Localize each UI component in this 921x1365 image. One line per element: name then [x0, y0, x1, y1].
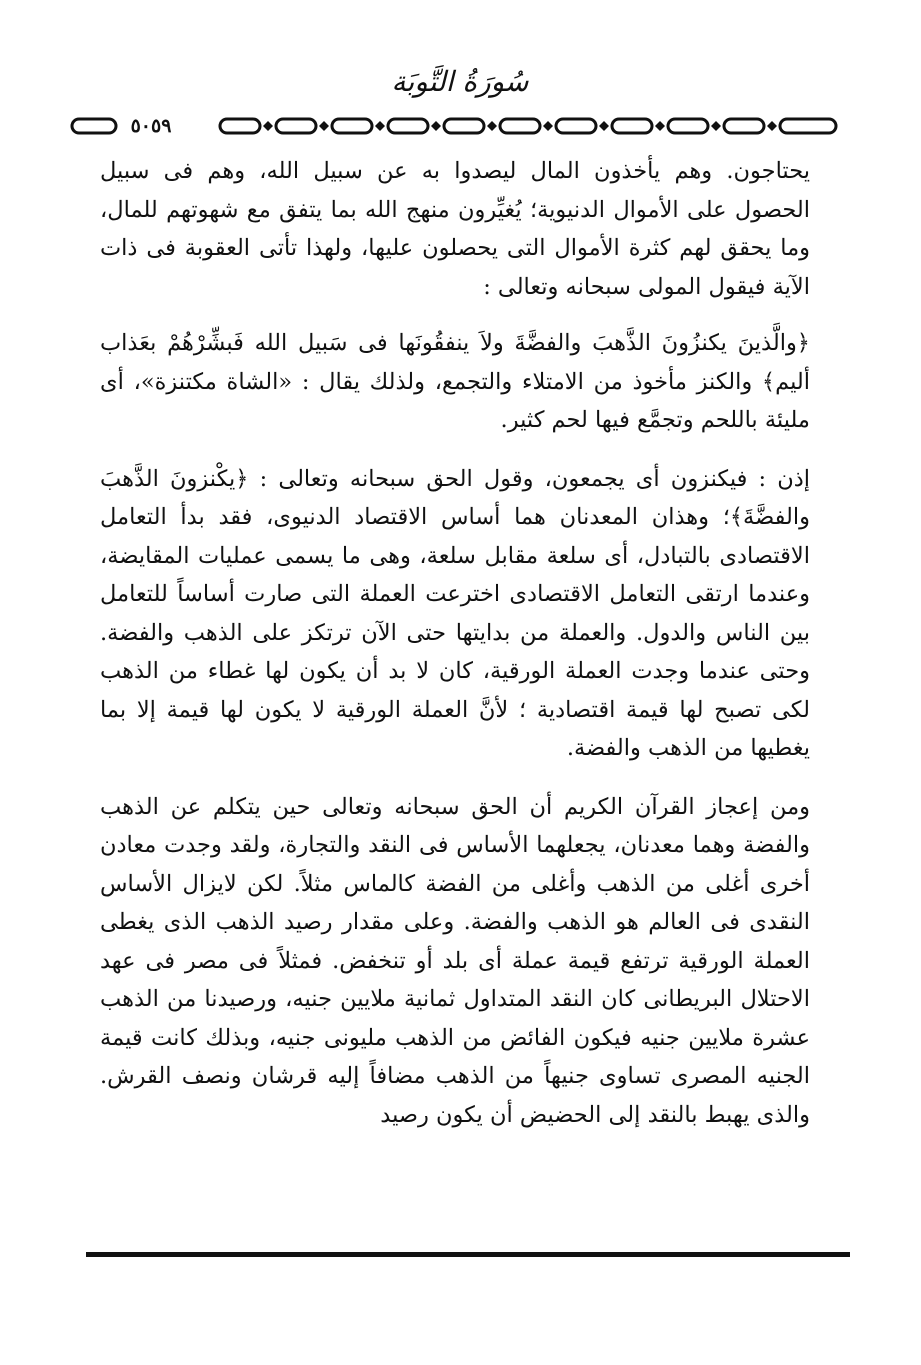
ornamental-border-icon [70, 113, 840, 139]
paragraph: ومن إعجاز القرآن الكريم أن الحق سبحانه وتعالى حين يتكلم عن الذهب والفضة وهما معدنان، يجعلهما الأساس فى النقد والتجارة، ولقد وجدت معادن أخرى أغلى من الذهب وأغلى من الفضة كالماس مثلاً. لكن لايزال الأساس النقدى فى العالم هو الذهب والفضة. وعلى مقدار رصيد الذهب الذى يغطى العملة الورقية ترتفع قيمة عملة أى بلد أو تنخفض. فمثلاً فى مصر فى عهد الاحتلال البريطانى كان النقد المتداول ثمانية ملايين جنيه، ورصيدنا من الذهب عشرة ملايين جنيه فيكون الفائض من الذهب مليونى جنيه، وبذلك كانت قيمة الجنيه المصرى تساوى جنيهاً من الذهب مضافاً إليه قرشان ونصف القرش. والذى يهبط بالنقد إلى الحضيض أن يكون رصيد [100, 793, 810, 1128]
paragraph: إذن : فيكنزون أى يجمعون، وقول الحق سبحانه وتعالى : ﴿يكْنزونَ الذَّهبَ والفضَّةَ﴾؛ وهذان المعدنان هما أساس الاقتصاد الدنيوى، فقد بدأ التعامل الاقتصادى بالتبادل، أى سلعة مقابل سلعة، وهى ما يسمى عمليات المقايضة، وعندما ارتقى التعامل الاقتصادى اخترعت العملة التى صارت أساساً للتعامل بين الناس والدول. والعملة من بدايتها حتى الآن ترتكز على الذهب والفضة. وحتى عندما وجدت العملة الورقية، كان لا بد أن يكون لها غطاء من الذهب لكى تصبح لها قيمة اقتصادية ؛ لأنَّ العملة الورقية لا يكون لها قيمة إلا بما يغطيها من الذهب والفضة. [100, 465, 810, 761]
bottom-divider [86, 1252, 850, 1257]
paragraph: ﴿والَّذينَ يكنزُونَ الذَّهبَ والفضَّةَ ولاَ ينفقُونَها فى سَبيل الله فَبشِّرْهُمْ بعَذاب أليم﴾ والكنز مأخوذ من الامتلاء والتجمع، ولذلك يقال : «الشاة مكتنزة»، أى مليئة باللحم وتجمَّع فيها لحم كثير. [100, 330, 810, 433]
body-text [100, 152, 810, 1154]
paragraph: يحتاجون. وهم يأخذون المال ليصدوا به عن سبيل الله، وهم فى سبيل الحصول على الأموال الدنيوية؛ يُغيِّرون منهج الله بما يتفق مع شهوتهم للمال، وما يحقق لهم كثرة الأموال التى يحصلون عليها، ولهذا تأتى العقوبة فى ذات الآية فيقول المولى سبحانه وتعالى : [100, 158, 810, 300]
surah-title: سُورَةُ التَّوبَة [391, 65, 529, 98]
page-number: ٥٠٥٩ [120, 113, 182, 139]
